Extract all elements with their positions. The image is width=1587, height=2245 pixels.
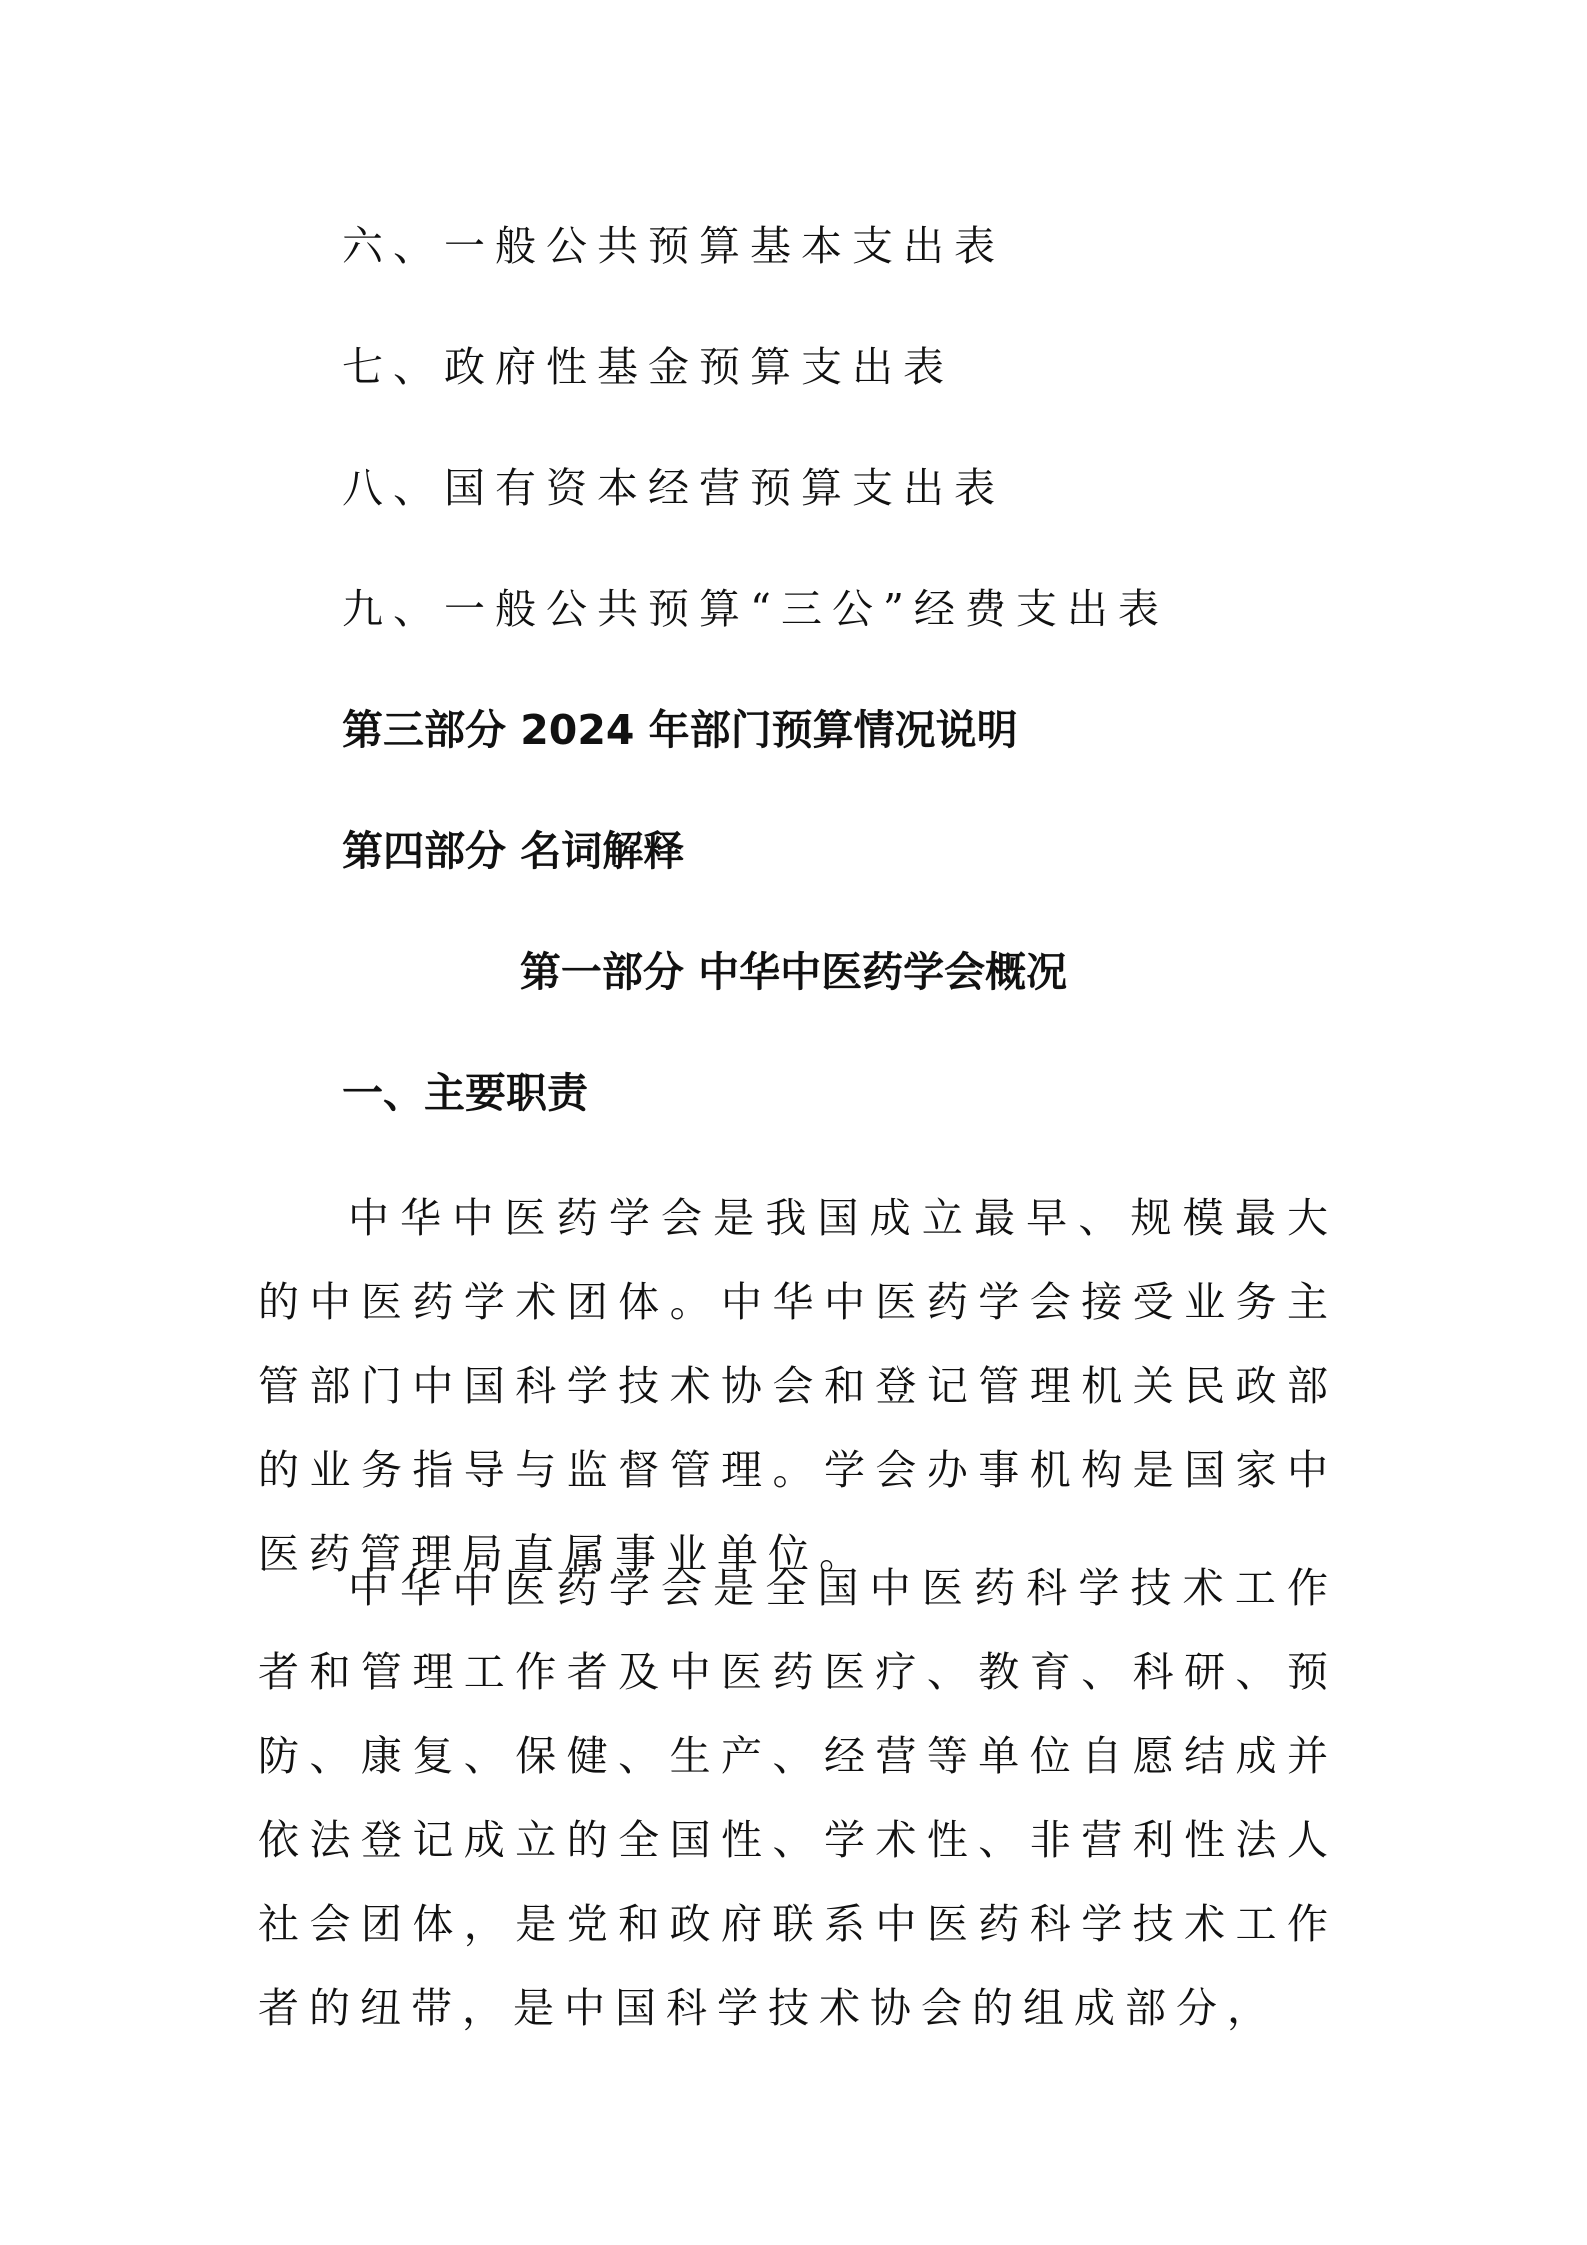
toc-part-3: 第三部分 2024 年部门预算情况说明 — [342, 706, 1018, 754]
section-heading: 一、主要职责 — [342, 1069, 588, 1117]
body-paragraph: 中华中医药学会是全国中医药科学技术工作者和管理工作者及中医药医疗、教育、科研、预防、康复、保健、生产、经营等单位自愿结成并依法登记成立的全国性、学术性、非营利性法人社会团体，是党和政府联系中医药科学技术工作者的纽带，是中国科学技术协会的组成部分， — [258, 1564, 1338, 2032]
toc-item-7: 七、政府性基金预算支出表 — [342, 343, 954, 391]
toc-item-6: 六、一般公共预算基本支出表 — [342, 222, 1005, 270]
toc-part-4: 第四部分 名词解释 — [342, 827, 685, 875]
part-title: 第一部分 中华中医药学会概况 — [519, 948, 1068, 996]
toc-item-8: 八、国有资本经营预算支出表 — [342, 464, 1005, 512]
body-paragraph: 中华中医药学会是我国成立最早、规模最大的中医药学术团体。中华中医药学会接受业务主管部门中国科学技术协会和登记管理机关民政部的业务指导与监督管理。学会办事机构是国家中医药管理局直属事业单位。 — [258, 1194, 1338, 1578]
toc-item-9: 九、一般公共预算“三公”经费支出表 — [342, 585, 1169, 633]
